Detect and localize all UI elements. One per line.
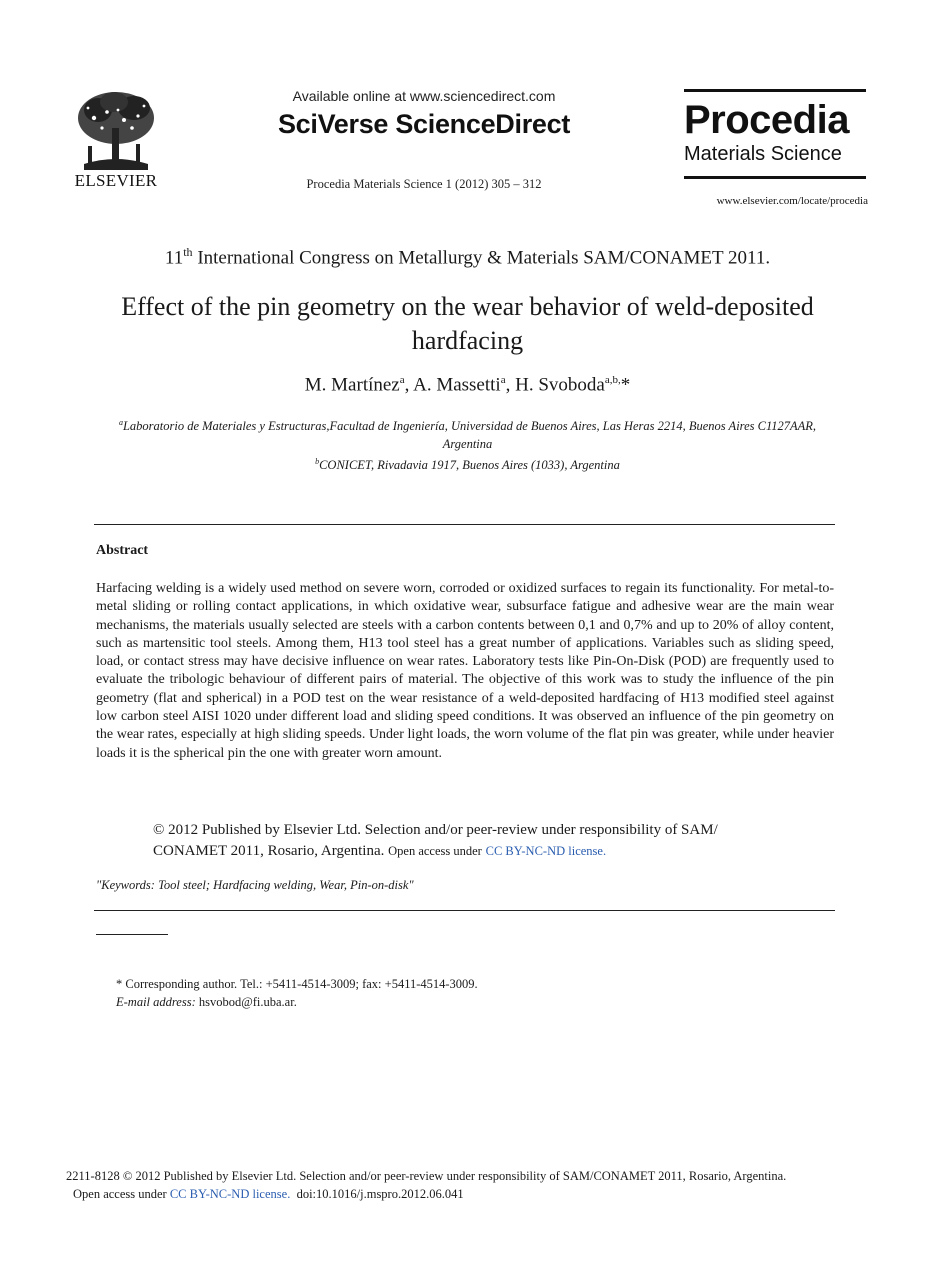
author-sep: , <box>404 374 414 396</box>
congress-number: 11 <box>164 247 184 269</box>
affiliation-item <box>100 453 835 475</box>
author-sep: , <box>505 374 516 396</box>
license-link[interactable]: CC BY-NC-ND license. <box>485 844 607 858</box>
footer-access-line <box>66 1185 886 1203</box>
divider-bottom <box>94 910 835 911</box>
open-access-label: Open access under <box>388 844 482 858</box>
affiliation-sup: b <box>315 457 320 467</box>
abstract-body: Harfacing welding is a widely used method on severe worn, corroded or oxidized surfaces to regain its functionality. For metal-to-metal sliding or rolling contact applications, in which oxidative wear, subsurface fatigue and adhesive wear are the main wear mechanisms, the materials usually selected are steels with a carbon contents between 0,1 and 0,7% and up to 20% of alloy content, such as martensitic tool steels. Among them, H13 tool steel has a great number of applications. Variables such as sliding speed, load, or contact stress may have decisive influence on wear rates. Laboratory tests like Pin-On-Disk (POD) are frequently used to evaluate the tribologic behaviour of different pairs of material. The objective of this work was to study the influence of the pin geometry (flat and spherical) in a POD test on the wear resistance of a weld-deposited hardfacing of H13 modified steel against low carbon steel AISI 1020 under different load and sliding speed conditions. It was observed an influence of the pin geometry on the wear rates, especially at high sliding speeds. Under light loads, the worn volume of the flat pin was greater, while under heavier loads it is the spherical pin the one with greater worn amount. <box>96 581 834 761</box>
author-list <box>100 374 835 396</box>
footer-open-access: Open access under <box>73 1187 167 1201</box>
affiliation-item <box>100 414 835 453</box>
page-footer <box>66 1167 886 1203</box>
procedia-logo <box>684 89 866 179</box>
abstract-heading: Abstract <box>96 543 149 558</box>
footer-copyright: 2211-8128 © 2012 Published by Elsevier Ltd. Selection and/or peer-review under responsibility of SAM/CONAMET 2011, Rosario, Argentina. <box>66 1169 787 1183</box>
corresponding-author <box>116 975 478 1011</box>
copyright-text: © 2012 Published by Elsevier Ltd. Selection and/or peer-review under responsibility of SAM/ CONAMET 2011, Rosario, Argentina. <box>153 822 718 859</box>
congress-name: International Congress on Metallurgy & Materials SAM/CONAMET 2011. <box>192 247 771 269</box>
author-sep: * <box>620 374 631 396</box>
elsevier-wordmark: ELSEVIER <box>74 171 158 190</box>
author-name: M. Martínez <box>304 374 400 396</box>
divider-top <box>94 524 835 525</box>
journal-url: www.elsevier.com/locate/procedia <box>716 195 868 207</box>
author-name: H. Svoboda <box>515 374 605 396</box>
procedia-subtitle: Materials Science <box>684 143 842 165</box>
journal-reference: Procedia Materials Science 1 (2012) 305 – 312 <box>306 177 542 191</box>
affiliation-text: Laboratorio de Materiales y Estructuras,Facultad de Ingeniería, Universidad de Buenos Aires, Las Heras 2214, Buenos Aires C1127AAR, Argentina <box>122 419 817 451</box>
corresponding-contact: * Corresponding author. Tel.: +5411-4514-3009; fax: +5411-4514-3009. <box>116 977 478 991</box>
procedia-wordmark: Procedia <box>684 98 849 142</box>
author-sup: a <box>500 374 506 386</box>
affiliation-sup: a <box>118 418 123 427</box>
footer-doi[interactable]: doi:10.1016/j.mspro.2012.06.041 <box>296 1187 464 1201</box>
affiliations <box>100 414 835 475</box>
congress-sup: th <box>183 245 193 259</box>
author-sup: a <box>399 374 405 386</box>
footnote-rule <box>96 934 168 935</box>
author-name: A. Massetti <box>413 374 501 396</box>
affiliation-text: CONICET, Rivadavia 1917, Buenos Aires (1033), Argentina <box>319 458 620 473</box>
congress-line <box>60 245 875 269</box>
author-sup: a,b, <box>604 374 621 386</box>
available-online-text: Available online at www.sciencedirect.com <box>292 88 556 104</box>
email-address[interactable]: hsvobod@fi.uba.ar. <box>195 995 297 1009</box>
keywords: "Keywords: Tool steel; Hardfacing welding, Wear, Pin-on-disk" <box>96 878 414 892</box>
article-title: Effect of the pin geometry on the wear behavior of weld-deposited hardfacing <box>121 292 814 355</box>
logo-bar-top <box>684 89 866 92</box>
logo-bar-bottom <box>684 176 866 179</box>
elsevier-tree-icon <box>74 88 158 170</box>
footer-license-link[interactable]: CC BY-NC-ND license. <box>169 1187 291 1201</box>
copyright-notice <box>153 820 793 862</box>
elsevier-logo <box>70 88 162 190</box>
email-label: E-mail address: <box>116 995 196 1009</box>
corresponding-email-line <box>116 993 478 1011</box>
sciverse-logo: SciVerse ScienceDirect <box>277 109 571 139</box>
